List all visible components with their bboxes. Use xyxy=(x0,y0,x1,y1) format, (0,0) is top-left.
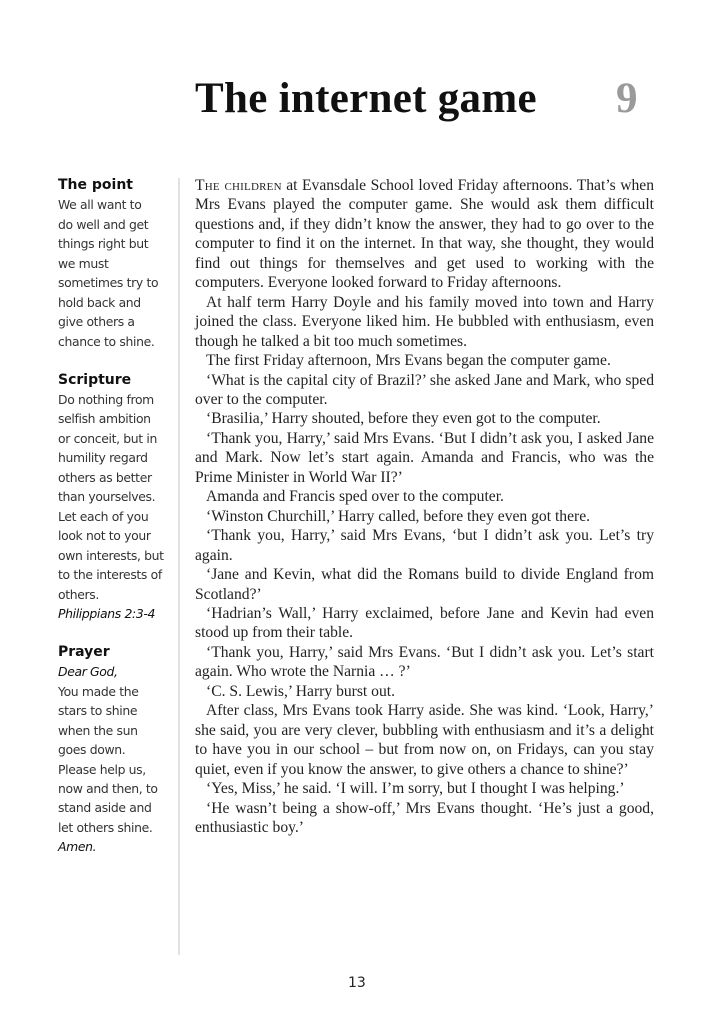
scripture-line: others. xyxy=(58,586,99,602)
chapter-number: 9 xyxy=(616,75,638,122)
prayer-line: let others shine. xyxy=(58,819,153,835)
story-paragraph: The first Friday afternoon, Mrs Evans began the computer game. xyxy=(206,352,611,370)
point-line: hold back and xyxy=(58,294,141,310)
scripture-line: Let each of you xyxy=(58,508,149,524)
point-line: We all want to xyxy=(58,197,142,213)
scripture-line: look not to your xyxy=(58,528,151,544)
prayer-line: stand aside and xyxy=(58,800,152,816)
prayer-line: stars to shine xyxy=(58,703,138,719)
prayer-line: You made the xyxy=(58,683,139,699)
point-line: chance to shine. xyxy=(58,333,155,349)
section-the-point xyxy=(58,176,178,351)
opening-smallcaps: The children xyxy=(195,177,282,194)
point-line: give others a xyxy=(58,314,135,330)
point-line: sometimes try to xyxy=(58,275,159,291)
prayer-closing: Amen. xyxy=(58,839,97,855)
story-paragraph: ‘Winston Churchill,’ Harry called, before they even got there. xyxy=(206,507,591,525)
scripture-line: or conceit, but in xyxy=(58,430,157,446)
story-paragraph: ‘Jane and Kevin, what did the Romans build to divide England from Scotland?’ xyxy=(195,566,654,603)
scripture-line: Do nothing from xyxy=(58,391,154,407)
point-line: things right but xyxy=(58,236,149,252)
scripture-line: to the interests of xyxy=(58,567,162,583)
section-heading-the-point: The point xyxy=(58,177,133,193)
scripture-line: humility regard xyxy=(58,450,148,466)
section-heading-prayer: Prayer xyxy=(58,643,110,660)
story-paragraph: After class, Mrs Evans took Harry aside. She was kind. ‘Look, Harry,’ she said, you are very clever, bubbling with enthusiasm and it’s a delight to have you in our school – but from now on, on Fridays, can you stay quiet, even if you know the answer, to give others a chance to shine?’ xyxy=(195,702,654,778)
section-prayer xyxy=(58,643,178,857)
sidebar xyxy=(58,176,178,876)
story-paragraph: The children at Evansdale School loved Friday afternoons. That’s when Mrs Evans played the computer game. She would ask them difficult questions and, if they didn’t know the answer, they had to go over to the computer to find it on the internet. In that way, she thought, they would find out things for themselves and get used to working with the computers. Everyone looked forward to Friday afternoons. xyxy=(195,177,655,292)
scripture-line: others as better xyxy=(58,469,152,485)
section-scripture xyxy=(58,371,178,624)
story-paragraph: ‘C. S. Lewis,’ Harry burst out. xyxy=(206,682,395,700)
story-paragraph: Amanda and Francis sped over to the computer. xyxy=(206,488,504,506)
prayer-line: now and then, to xyxy=(58,781,158,797)
prayer-line: when the sun xyxy=(58,722,138,738)
story-paragraph: ‘What is the capital city of Brazil?’ she asked Jane and Mark, who sped over to the computer. xyxy=(195,371,654,408)
prayer-line: Please help us, xyxy=(58,761,146,777)
story-paragraph: ‘Thank you, Harry,’ said Mrs Evans. ‘But I didn’t ask you, I asked Jane and Mark. Now let’s start again. Amanda and Francis, who was the Prime Minister in World War II?’ xyxy=(195,429,654,486)
story-body xyxy=(195,176,654,837)
page-number: 13 xyxy=(348,975,366,991)
section-heading-scripture: Scripture xyxy=(58,371,132,388)
story-paragraph: At half term Harry Doyle and his family moved into town and Harry joined the class. Everyone liked him. He bubbled with enthusiasm, even though he talked a bit too much sometimes. xyxy=(195,293,654,350)
scripture-line: own interests, but xyxy=(58,547,164,563)
column-divider xyxy=(178,178,180,955)
scripture-reference: Philippians 2:3-4 xyxy=(58,605,156,621)
scripture-line: selfish ambition xyxy=(58,411,151,427)
story-paragraph: ‘Yes, Miss,’ he said. ‘I will. I’m sorry, but I thought I was helping.’ xyxy=(206,780,625,798)
story-paragraph: ‘Thank you, Harry,’ said Mrs Evans, ‘but I didn’t ask you. Let’s try again. xyxy=(195,527,654,564)
point-line: we must xyxy=(58,255,109,271)
scripture-line: than yourselves. xyxy=(58,489,156,505)
page-title: The internet game xyxy=(195,75,537,122)
prayer-opening: Dear God, xyxy=(58,664,118,680)
story-paragraph: ‘Hadrian’s Wall,’ Harry exclaimed, before Jane and Kevin had even stood up from their table. xyxy=(195,604,654,642)
story-paragraph: ‘Brasilia,’ Harry shouted, before they even got to the computer. xyxy=(206,410,601,428)
story-paragraph: ‘Thank you, Harry,’ said Mrs Evans. ‘But I didn’t ask you. Let’s start again. Who wrote the Narnia … ?’ xyxy=(195,643,654,681)
prayer-line: goes down. xyxy=(58,742,126,758)
story-paragraph: ‘He wasn’t being a show-off,’ Mrs Evans thought. ‘He’s just a good, enthusiastic boy.’ xyxy=(195,799,654,836)
point-line: do well and get xyxy=(58,216,149,232)
